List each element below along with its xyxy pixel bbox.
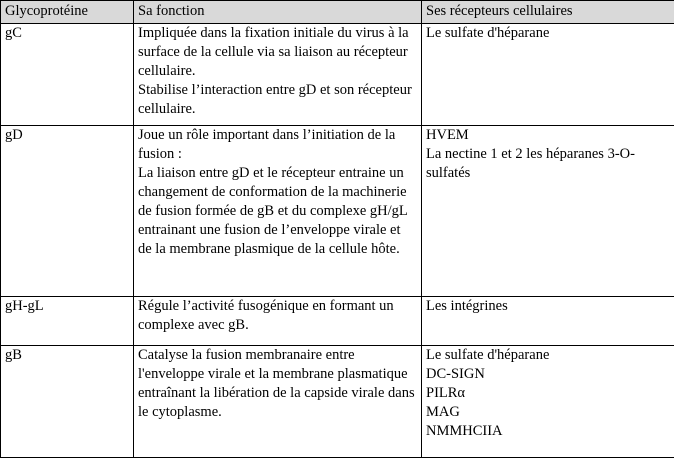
function-cell [134,126,422,297]
glycoprotein-name: gD [1,126,134,297]
glycoprotein-name: gC [1,24,134,126]
table-row [1,126,674,297]
receptor-item: Le sulfate d'héparane [426,347,550,363]
receptors-cell [422,126,674,297]
function-text: Impliquée dans la fixation initiale du virus à la surface de la cellule via sa liaison au récepteur cellulaire. [138,25,413,79]
receptor-item: La nectine 1 et 2 les héparanes 3-O-sulfatés [426,146,635,181]
header-glycoprotein: Glycoprotéine [1,1,134,24]
function-text: La liaison entre gD et le récepteur entraine un changement de conformation de la machinerie de fusion formée de gB et du complexe gH/gL entrainant une fusion de l’enveloppe virale et de la membrane plasmique de la cellule hôte. [138,165,411,257]
receptors-cell [422,24,674,126]
receptor-item: NMMHCIIA [426,423,503,439]
function-cell [134,346,422,458]
table-row [1,297,674,346]
glycoprotein-name: gB [1,346,134,458]
receptor-item: MAG [426,404,460,420]
receptor-item: Les intégrines [426,298,508,314]
receptor-item: Le sulfate d'héparane [426,25,550,41]
function-text: Joue un rôle important dans l’initiation de la fusion : [138,127,399,162]
header-receptors: Ses récepteurs cellulaires [422,1,674,24]
receptors-cell [422,297,674,346]
receptor-item: PILRα [426,385,466,401]
receptor-item: HVEM [426,127,469,143]
receptors-cell [422,346,674,458]
table-header-row [1,1,674,24]
table-row [1,24,674,126]
header-function: Sa fonction [134,1,422,24]
receptor-item: DC-SIGN [426,366,485,382]
glycoprotein-name: gH-gL [1,297,134,346]
function-cell [134,24,422,126]
function-text: Catalyse la fusion membranaire entre l'enveloppe virale et la membrane plasmatique entraînant la libération de la capside virale dans le cytoplasme. [138,347,419,420]
function-text: Stabilise l’interaction entre gD et son récepteur cellulaire. [138,82,416,117]
table-row [1,346,674,458]
function-cell [134,297,422,346]
function-text: Régule l’activité fusogénique en formant un complexe avec gB. [138,298,398,333]
